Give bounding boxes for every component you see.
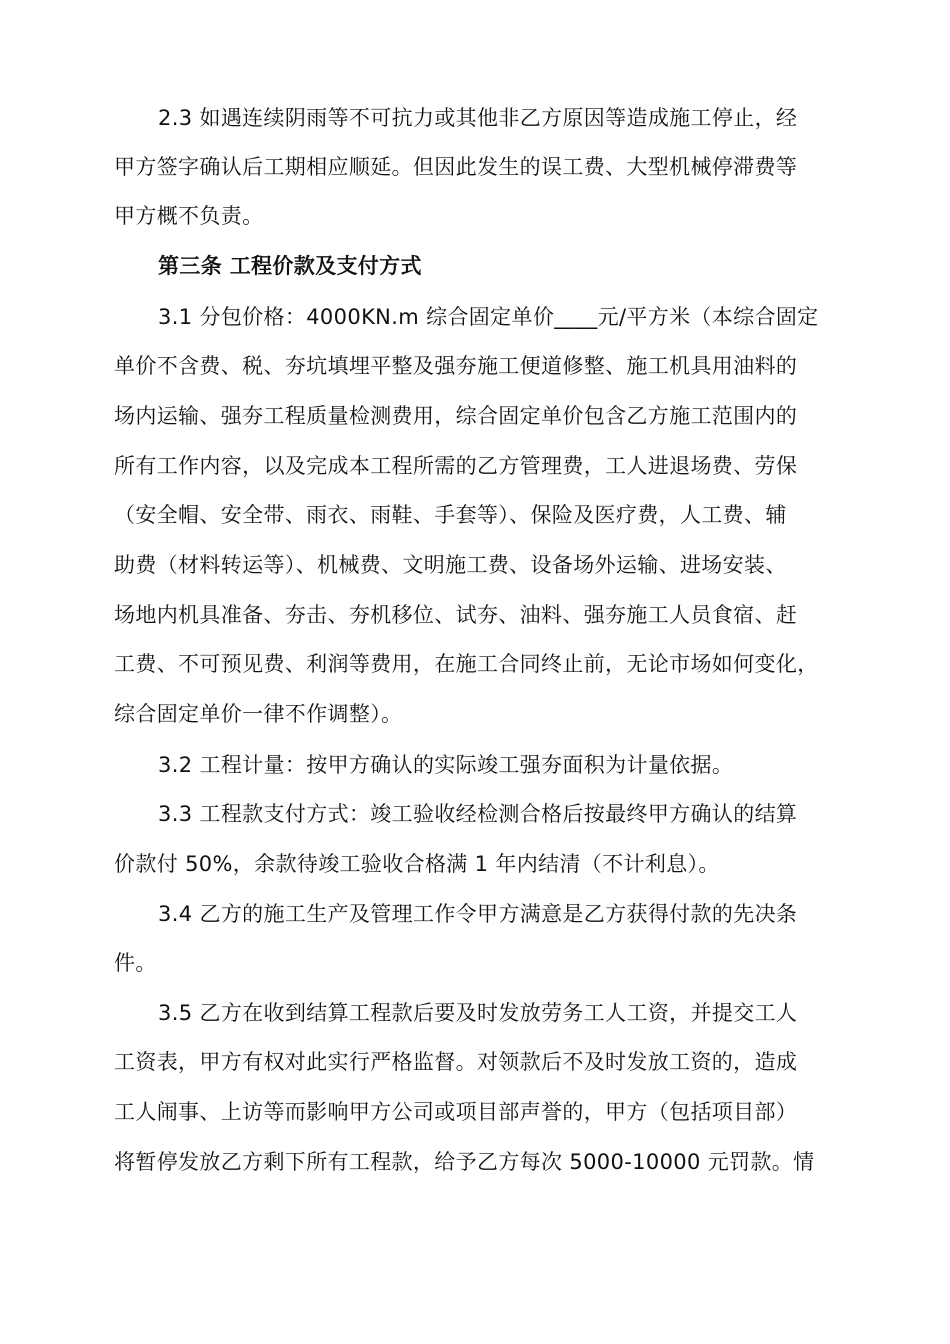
paragraph-3-1-line-5: （安全帽、安全带、雨衣、雨鞋、手套等）、保险及医疗费，人工费、辅 [114,503,787,527]
paragraph-3-4-line-1: 3.4 乙方的施工生产及管理工作令甲方满意是乙方获得付款的先决条 [158,902,798,926]
paragraph-3-1-line-2: 单价不含费、税、夯坑填埋平整及强夯施工便道修整、施工机具用油料的 [114,354,798,378]
paragraph-3-2-line-1: 3.2 工程计量：按甲方确认的实际竣工强夯面积为计量依据。 [158,753,734,777]
paragraph-3-4-line-2: 件。 [114,951,157,975]
paragraph-3-3-line-2: 价款付 50%，余款待竣工验收合格满 1 年内结清（不计利息）。 [114,852,720,876]
paragraph-2-3-line-2: 甲方签字确认后工期相应顺延。但因此发生的误工费、大型机械停滞费等 [114,155,798,179]
paragraph-3-1-line-8: 工费、不可预见费、利润等费用，在施工合同终止前，无论市场如何变化， [114,652,819,676]
paragraph-2-3-line-3: 甲方概不负责。 [114,204,264,228]
paragraph-3-5-line-3: 工人闹事、上访等而影响甲方公司或项目部声誉的，甲方（包括项目部） [114,1100,798,1124]
paragraph-3-5-line-1: 3.5 乙方在收到结算工程款后要及时发放劳务工人工资，并提交工人 [158,1001,798,1025]
paragraph-3-5-line-4: 将暂停发放乙方剩下所有工程款，给予乙方每次 5000-10000 元罚款。情 [114,1150,815,1174]
paragraph-3-1-line-6: 助费（材料转运等）、机械费、文明施工费、设备场外运输、进场安装、 [114,553,787,577]
paragraph-2-3-line-1: 2.3 如遇连续阴雨等不可抗力或其他非乙方原因等造成施工停止，经 [158,106,798,130]
paragraph-3-1-line-9: 综合固定单价一律不作调整）。 [114,702,403,726]
paragraph-3-5-line-2: 工资表，甲方有权对此实行严格监督。对领款后不及时发放工资的，造成 [114,1050,798,1074]
paragraph-3-3-line-1: 3.3 工程款支付方式：竣工验收经检测合格后按最终甲方确认的结算 [158,802,798,826]
paragraph-3-1-line-7: 场地内机具准备、夯击、夯机移位、试夯、油料、强夯施工人员食宿、赶 [114,603,798,627]
section-heading-article-3: 第三条 工程价款及支付方式 [158,254,422,278]
paragraph-3-1-line-1: 3.1 分包价格：4000KN.m 综合固定单价____元/平方米（本综合固定 [158,305,819,329]
paragraph-3-1-line-3: 场内运输、强夯工程质量检测费用，综合固定单价包含乙方施工范围内的 [114,404,798,428]
paragraph-3-1-line-4: 所有工作内容，以及完成本工程所需的乙方管理费，工人进退场费、劳保 [114,454,798,478]
